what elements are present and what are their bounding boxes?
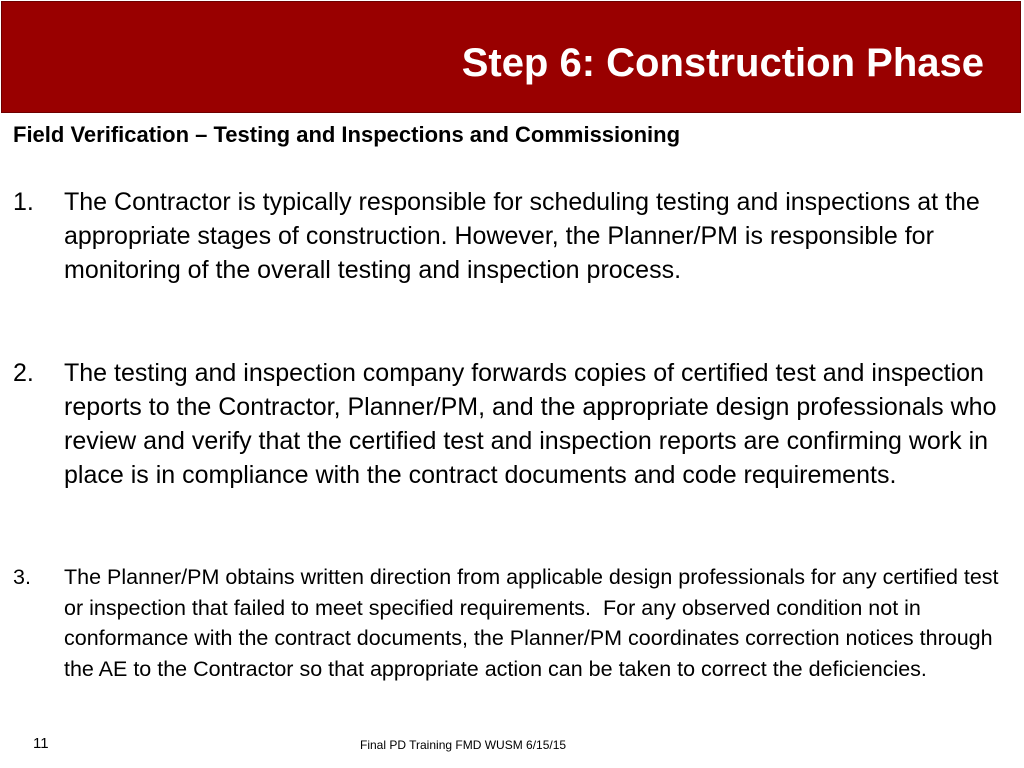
list-text: The Contractor is typically responsible for scheduling testing and inspections at the appropriate stages of construction. However, the Planner/PM is responsible for monitoring of the overall testing and inspection process. [64,188,980,284]
list-text: The Planner/PM obtains written direction from applicable design professionals for any certified test or inspection that failed to meet specified requirements. For any observed condition not in conformance with the contract documents, the Planner/PM coordinates correction notices through the AE to the Contractor so that appropriate action can be taken to correct the deficiencies. [64,565,1005,681]
list-number: 2. [13,359,34,387]
list-item-3 [13,562,1008,718]
list-item-2 [13,356,1008,531]
slide-title: Step 6: Construction Phase [461,41,984,85]
list-number: 1. [13,188,34,216]
list-number: 3. [13,565,31,589]
list-text: The testing and inspection company forwards copies of certified test and inspection reports to the Contractor, Planner/PM, and the appropriate design professionals who review and verify that the certified test and inspection reports are confirming work in place is in compliance with the contract documents and code requirements. [64,359,997,489]
section-subtitle: Field Verification – Testing and Inspections and Commissioning [13,122,681,147]
page-number: 11 [33,735,49,752]
title-bar [1,1,1021,113]
list-item-1 [13,185,1008,325]
footer-text: Final PD Training FMD WUSM 6/15/15 [360,738,567,752]
